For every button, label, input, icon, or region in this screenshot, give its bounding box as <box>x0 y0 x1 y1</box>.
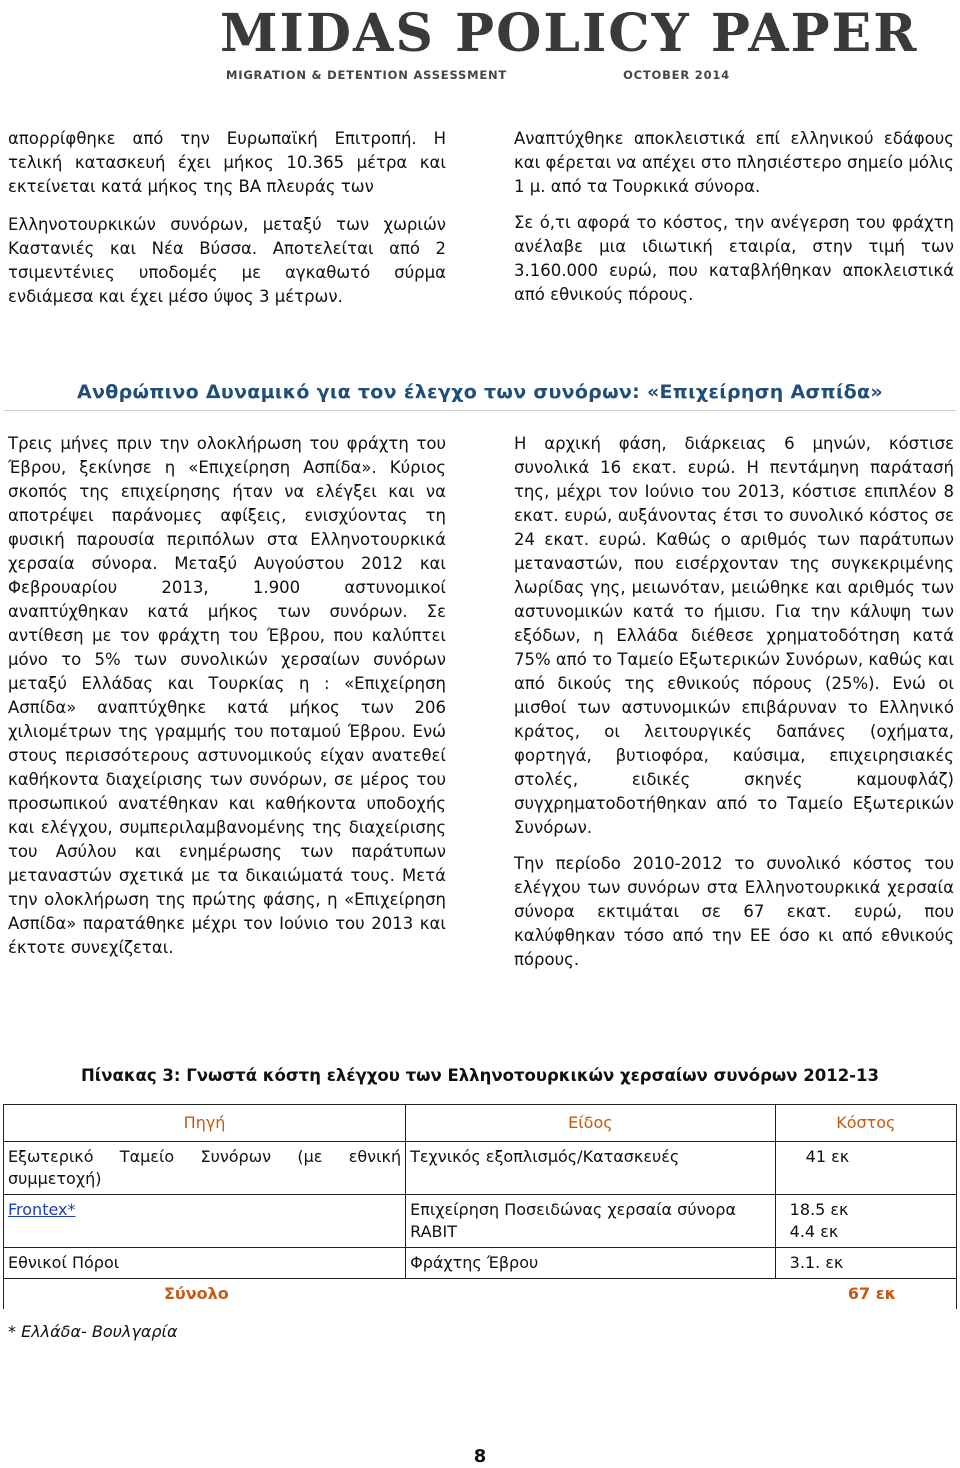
cell-type: Επιχείρηση Ποσειδώνας χερσαία σύνορα RABIT <box>406 1195 776 1248</box>
section-right-paragraph-2: Την περίοδο 2010-2012 το συνολικό κόστος του ελέγχου των συνόρων στα Ελληνοτουρκικά χερσαία σύνορα εκτιμάται σε 67 εκατ. ευρώ, που καλύφθηκαν τόσο από την ΕΕ όσο κι από εθνικούς πόρους. <box>514 854 954 969</box>
section-right-column <box>514 432 954 984</box>
table-total-row <box>4 1279 957 1310</box>
header-cost: Κόστος <box>775 1105 956 1142</box>
page-number: 8 <box>473 1446 487 1467</box>
masthead <box>220 3 919 82</box>
cell-source <box>4 1195 406 1248</box>
table-row <box>4 1142 957 1195</box>
intro-left-paragraph-2: Ελληνοτουρκικών συνόρων, μεταξύ των χωριών Καστανιές και Νέα Βύσσα. Αποτελείται από 2 τσιμεντένιες υποδομές με αγκαθωτό σύρμα ενδιάμεσα και έχει μέσο ύψος 3 μέτρων. <box>8 215 446 306</box>
section-right-paragraph-1: Η αρχική φάση, διάρκειας 6 μηνών, κόστισε συνολικά 16 εκατ. ευρώ. Η πεντάμηνη παράτασή της, μέχρι τον Ιούνιο του 2013, κόστισε επιπλέον 8 εκατ. ευρώ, αυξάνοντας έτσι το συνολικό κόστος σε 24 εκατ. ευρώ. Καθώς ο αριθμός των παράτυπων μεταναστών, που εισέρχονταν της συγκεκριμένης λωρίδας γης, μειωνόταν, μειώθηκε και αριθμός των αστυνομικών κατά το ήμισυ. Για την κάλυψη των εξόδων, η Ελλάδα διέθεσε χρηματοδότηση κατά 75% από το Ταμείο Εξωτερικών Συνόρων, καθώς και από δικούς της εθνικούς πόρους (25%). Ενώ οι μισθοί των αστυνομικών επιβάρυναν το Ελληνικό κράτος, οι λειτουργικές δαπάνες (οχήματα, φορτηγά, βυτιοφόρα, καύσιμα, επιχειρησιακές στολές, ειδικές σκηνές καμουφλάζ) συγχρηματοδοτήθηκαν από το Ταμείο Εξωτερικών Συνόρων. <box>514 434 954 837</box>
total-spacer <box>406 1279 776 1310</box>
cell-cost: 41 εκ <box>775 1142 956 1195</box>
intro-right-paragraph-1: Αναπτύχθηκε αποκλειστικά επί ελληνικού εδάφους και φέρεται να απέχει στο πλησιέστερο σημείο μόλις 1 μ. από τα Τουρκικά σύνορα. <box>514 129 954 196</box>
cell-type: Φράχτης Έβρου <box>406 1248 776 1279</box>
section-left-column <box>8 432 446 972</box>
cell-source: Εθνικοί Πόροι <box>4 1248 406 1279</box>
masthead-title: MIDAS POLICY PAPER <box>220 3 919 64</box>
table-footnote: * Ελλάδα- Βουλγαρία <box>8 1322 178 1341</box>
table-row <box>4 1248 957 1279</box>
masthead-date: OCTOBER 2014 <box>623 68 730 82</box>
intro-left-column <box>8 127 446 321</box>
intro-right-column <box>514 127 954 319</box>
section-heading: Ανθρώπινο Δυναμικό για τον έλεγχο των συνόρων: «Επιχείρηση Ασπίδα» <box>77 381 883 403</box>
cell-cost: 3.1. εκ <box>775 1248 956 1279</box>
section-left-paragraph: Τρεις μήνες πριν την ολοκλήρωση του φράχτη του Έβρου, ξεκίνησε η «Επιχείρηση Ασπίδα». Κύριος σκοπός της επιχείρησης ήταν να ελέγξει και να αποτρέψει παράνομες αφίξεις, ενισχύοντας τη φυσική παρουσία περιπόλων στα Ελληνοτουρκικά χερσαία σύνορα. Μεταξύ Αυγούστου 2012 και Φεβρουαρίου 2013, 1.900 αστυνομικοί αναπτύχθηκαν κατά μήκος των συνόρων. Σε αντίθεση με τον φράχτη του Έβρου, που καλύπτει μόνο το 5% των συνολικών χερσαίων συνόρων μεταξύ Ελλάδας και Τουρκίας η : «Επιχείρηση Ασπίδα» αναπτύχθηκε κατά μήκος των 206 χιλιομέτρων της γραμμής του ποταμού Έβρου. Ενώ στους περισσότερους αστυνομικούς είχαν ανατεθεί καθήκοντα διαχείρισης των συνόρων, σε μέρος του προσωπικού ανατέθηκαν και καθήκοντα υποδοχής και ελέγχου, συμπεριλαμβανομένης της διαχείρισης του Ασύλου και ενημέρωσης των παράτυπων μεταναστών σχετικά με τα δικαιώματά τους. Μετά την ολοκλήρωση της πρώτης φάσης, η «Επιχείρηση Ασπίδα» παρατάθηκε μέχρι τον Ιούνιο του 2013 και έκτοτε συνεχίζεται. <box>8 434 446 957</box>
section-divider <box>4 410 956 411</box>
total-value: 67 εκ <box>775 1279 956 1310</box>
intro-left-paragraph-1: απορρίφθηκε από την Ευρωπαϊκή Επιτροπή. Η τελική κατασκευή έχει μήκος 10.365 μέτρα και εκτείνεται κατά μήκος της ΒΑ πλευράς των <box>8 129 446 196</box>
cell-type: Τεχνικός εξοπλισμός/Κατασκευές <box>406 1142 776 1195</box>
table-row <box>4 1195 957 1248</box>
table-header-row <box>4 1105 957 1142</box>
costs-table <box>3 1104 957 1309</box>
frontex-link[interactable]: Frontex* <box>8 1200 76 1219</box>
table-title: Πίνακας 3: Γνωστά κόστη ελέγχου των Ελληνοτουρκικών χερσαίων συνόρων 2012-13 <box>81 1066 879 1085</box>
intro-right-paragraph-2: Σε ό,τι αφορά το κόστος, την ανέγερση του φράχτη ανέλαβε μια ιδιωτική εταιρία, στην τιμή των 3.160.000 ευρώ, που καταβλήθηκαν αποκλειστικά από εθνικούς πόρους. <box>514 213 954 304</box>
cost-value: 18.5 εκ <box>789 1200 849 1219</box>
header-type: Είδος <box>406 1105 776 1142</box>
cost-value: 4.4 εκ <box>789 1222 839 1241</box>
cell-cost <box>775 1195 956 1248</box>
cell-source: Εξωτερικό Ταμείο Συνόρων (με εθνική συμμετοχή) <box>4 1142 406 1195</box>
header-source: Πηγή <box>4 1105 406 1142</box>
total-label: Σύνολο <box>4 1279 406 1310</box>
masthead-subtitle: MIGRATION & DETENTION ASSESSMENT <box>226 68 508 82</box>
